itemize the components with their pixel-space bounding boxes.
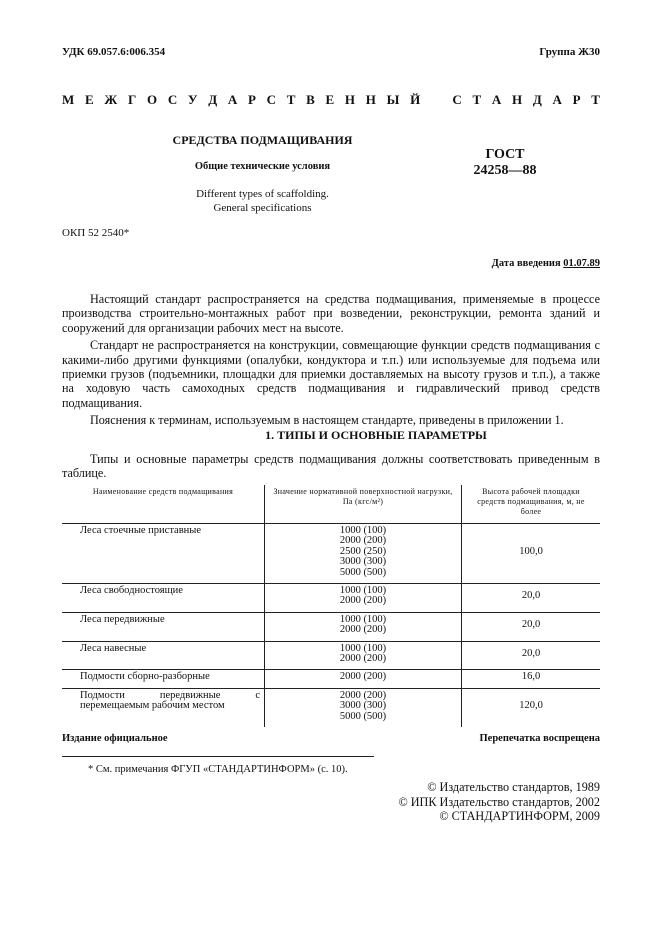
table-row — [62, 670, 600, 689]
cell-loads — [265, 670, 462, 689]
reprint-prohibited: Перепечатка воспрещена — [479, 733, 600, 744]
cell-loads — [265, 688, 462, 727]
table-header-load: Значение нормативной поверхностной нагрузки, Па (кгс/м²) — [265, 485, 462, 524]
load-value: 2000 (200) — [339, 689, 387, 701]
section-title: 1. ТИПЫ И ОСНОВНЫЕ ПАРАМЕТРЫ — [265, 428, 487, 442]
cell-name: Подмости сборно-разборные — [62, 670, 265, 689]
load-value: 5000 (500) — [339, 710, 387, 722]
cell-height: 20,0 — [462, 584, 601, 613]
cell-loads — [265, 612, 462, 641]
english-title — [130, 187, 395, 215]
table-row — [62, 688, 600, 727]
load-value: 2000 (200) — [339, 653, 387, 665]
banner-letter: Н — [365, 92, 376, 107]
copyright-1989: © Издательство стандартов, 1989 — [427, 780, 600, 794]
load-value: 1000 (100) — [339, 642, 387, 654]
banner-letter: Д — [532, 92, 542, 107]
load-value: 1000 (100) — [339, 613, 387, 625]
copyright-2002: © ИПК Издательство стандартов, 2002 — [398, 794, 600, 809]
banner-letter: Ы — [386, 92, 400, 107]
cell-height: 100,0 — [462, 524, 601, 584]
document-title: СРЕДСТВА ПОДМАЩИВАНИЯ — [172, 133, 353, 147]
english-title-line-1: Different types of scaffolding. — [196, 188, 329, 200]
paragraph-3: Пояснения к терминам, используемым в настоящем стандарте, приведены в приложении 1. — [90, 413, 564, 428]
cell-name: Леса передвижные — [62, 612, 265, 641]
official-edition: Издание официальное — [62, 733, 168, 744]
table-row — [62, 612, 600, 641]
banner-letter: Е — [325, 92, 335, 107]
cell-name: Леса свободностоящие — [62, 584, 265, 613]
gost-number — [450, 147, 560, 179]
load-value: 3000 (300) — [339, 556, 387, 568]
section-intro-text: Типы и основные параметры средств подмащивания должны соответствовать приведенным в таблице. — [62, 452, 600, 481]
banner-letter: А — [227, 92, 238, 107]
banner-letter: Г — [127, 92, 137, 107]
english-title-line-2: General specifications — [213, 202, 312, 214]
cell-height: 120,0 — [519, 700, 543, 712]
load-value: 1000 (100) — [339, 525, 387, 536]
footnote-divider — [62, 756, 374, 757]
introduction-date-label: Дата введения — [491, 258, 564, 269]
cell-name: Подмости передвижные с перемещаемым рабочим местом — [80, 689, 260, 712]
footnote: * См. примечания ФГУП «СТАНДАРТИНФОРМ» (с. 10). — [88, 764, 348, 775]
cell-loads — [265, 524, 462, 584]
load-value: 5000 (500) — [339, 566, 387, 578]
load-value: 2000 (200) — [339, 535, 387, 547]
banner-letter: В — [306, 92, 315, 107]
banner-letter: У — [187, 92, 198, 107]
banner-letter: Р — [572, 92, 581, 107]
cell-name: Леса стоечные приставные — [62, 524, 265, 584]
banner-letter: Й — [410, 92, 421, 107]
load-value: 3000 (300) — [339, 700, 387, 712]
banner-letter: Т — [472, 92, 482, 107]
banner-letter: Е — [85, 92, 94, 107]
banner-letter: Д — [208, 92, 218, 107]
banner-letter: М — [62, 92, 75, 107]
document-subtitle: Общие технические условия — [194, 161, 331, 172]
load-value: 2000 (200) — [339, 624, 387, 636]
banner-letter: С — [167, 92, 178, 107]
copyright-block — [398, 780, 600, 824]
paragraph-1: Настоящий стандарт распространяется на средства подмащивания, применяемые в процессе производства строительно-монтажных работ при возведении, реконструкции, ремонта зданий и сооружений для организации рабочих мест на высоте. — [62, 292, 600, 335]
cell-height: 20,0 — [462, 612, 601, 641]
gost-label: ГОСТ — [485, 147, 525, 162]
load-value: 2000 (200) — [339, 595, 387, 607]
banner-letter: А — [491, 92, 502, 107]
gost-code: 24258—88 — [473, 163, 537, 178]
parameters-table — [62, 485, 600, 727]
banner-letter: С — [452, 92, 462, 107]
load-value: 2000 (200) — [339, 671, 387, 683]
cell-height: 16,0 — [462, 670, 601, 689]
group-code: Группа Ж30 — [539, 46, 600, 58]
section-intro — [62, 452, 600, 481]
load-value: 2500 (250) — [339, 545, 387, 557]
banner-letter: А — [552, 92, 562, 107]
banner-letter: Н — [511, 92, 523, 107]
cell-loads — [265, 584, 462, 613]
copyright-2009: © СТАНДАРТИНФОРМ, 2009 — [439, 809, 600, 823]
banner-letter: Н — [344, 92, 356, 107]
table-row — [62, 584, 600, 613]
table-row — [62, 524, 600, 584]
banner-letter: С — [266, 92, 277, 107]
introduction-date — [492, 258, 600, 269]
cell-height: 20,0 — [462, 641, 601, 670]
banner-letter: Т — [286, 92, 296, 107]
banner-letter: Р — [247, 92, 256, 107]
cell-name: Леса навесные — [62, 641, 265, 670]
load-value: 1000 (100) — [339, 585, 387, 597]
table-row — [62, 641, 600, 670]
table-header-height: Высота рабочей площадки средств подмащивания, м, не более — [462, 485, 601, 524]
table-header-name: Наименование средств подмащивания — [62, 485, 265, 524]
cell-loads — [265, 641, 462, 670]
banner-letter: Т — [591, 92, 600, 107]
standard-banner — [62, 92, 600, 108]
intro-text — [62, 292, 600, 428]
okp-code: ОКП 52 2540* — [62, 227, 130, 239]
paragraph-2: Стандарт не распространяется на конструкции, совмещающие функции средств подмащивания с какими-либо другими функциями (опалубки, кондуктора и т.п.) или используемые для подъема или приемки грузов (подъемники, площадки для приемки доставляемых на высоту грузов и т.п.), а также на ходовую часть самоходных средств подмащивания и гидравлический привод средств подмащивания. — [62, 338, 600, 410]
introduction-date-value: 01.07.89 — [563, 258, 600, 269]
banner-letter: Ж — [104, 92, 118, 107]
udk-code: УДК 69.057.6:006.354 — [62, 46, 166, 58]
banner-letter: О — [146, 92, 158, 107]
